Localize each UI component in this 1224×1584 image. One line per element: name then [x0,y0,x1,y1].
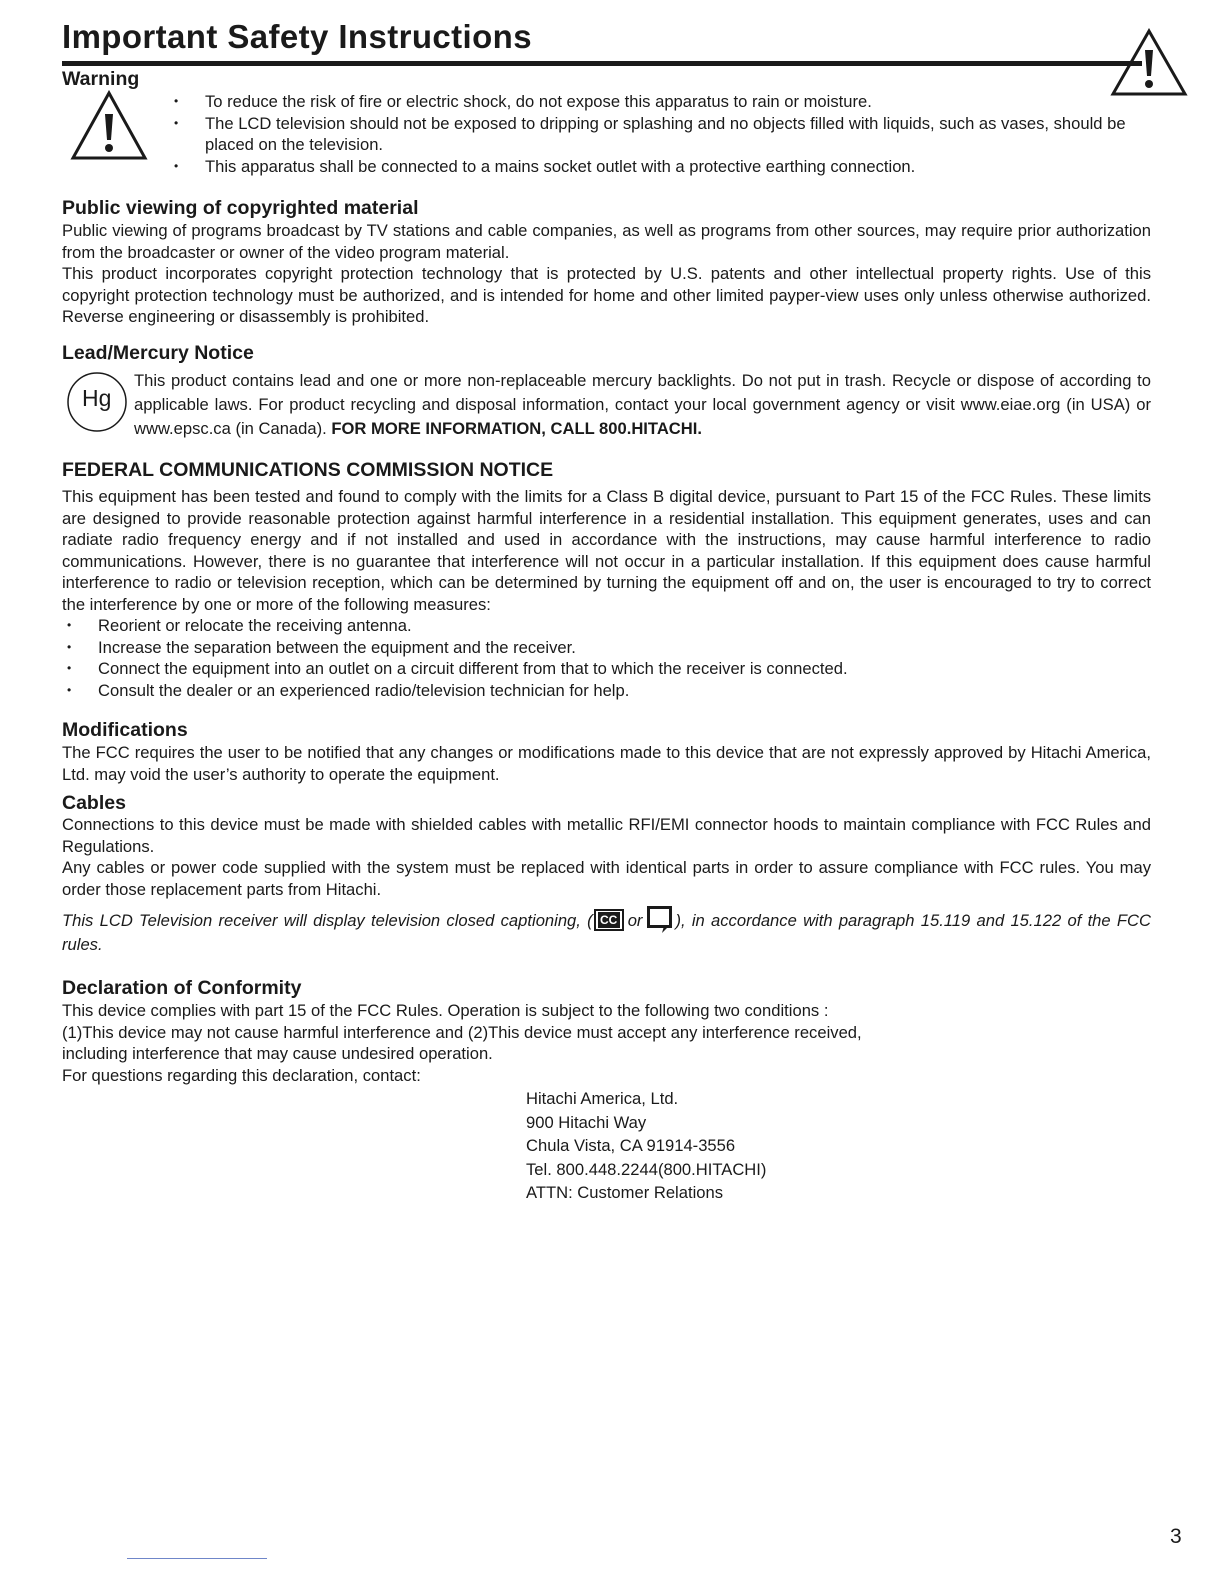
copyright-heading: Public viewing of copyrighted material [62,197,419,219]
paragraph: Public viewing of programs broadcast by TV stations and cable companies, as well as programs from other sources, may require prior authorization from the broadcaster or owner of the video program material. [62,221,1151,262]
mercury-heading: Lead/Mercury Notice [62,342,254,364]
closed-caption-note [62,906,1151,956]
warning-list [205,91,1151,177]
mercury-text [62,369,1151,441]
fcc-heading: FEDERAL COMMUNICATIONS COMMISSION NOTICE [62,459,554,481]
modifications-body: The FCC requires the user to be notified that any changes or modifications made to this device that are not expressly approved by Hitachi America, Ltd. may void the user’s authority to operate the equipment. [62,743,1151,784]
page-title: Important Safety Instructions [62,18,532,55]
fcc-body: This equipment has been tested and found to comply with the limits for a Class B digital device, pursuant to Part 15 of the FCC Rules. These limits are designed to provide reasonable protection against harmful interference in a residential installation. This equipment generates, uses and can radiate radio frequency energy and if not installed and used in accordance with the instructions, may cause harmful interference to radio communications. However, there is no guarantee that interference will not occur in a particular installation. If this equipment does cause harmful interference to radio or television reception, which can be determined by turning the equipment off and on, the user is encouraged to try to correct the interference by one or more of the following measures: [62,487,1151,614]
page-number: 3 [1170,1525,1182,1548]
cc-icon-label: CC [598,912,620,928]
warning-heading: Warning [62,68,140,90]
cc-text-after: ), in accordance with paragraph 15.119 and 15.122 of the FCC rules. [62,911,1151,954]
conformity-body [62,1000,1151,1086]
cc-icon [594,909,624,931]
address-line: 900 Hitachi Way [526,1112,647,1132]
list-item: • This apparatus shall be connected to a mains socket outlet with a protective earthing connection. [205,156,1151,178]
footer-rule [127,1558,267,1559]
address-line: Tel. 800.448.2244(800.HITACHI) [526,1159,767,1179]
paragraph: (1)This device may not cause harmful interference and (2)This device must accept any interference received, [62,1022,862,1042]
warning-triangle-icon [1110,28,1188,98]
hg-symbol: Hg [82,385,112,411]
address-line: Hitachi America, Ltd. [526,1089,679,1108]
paragraph: For questions regarding this declaration, contact: [62,1065,421,1085]
address-line: Chula Vista, CA 91914-3556 [526,1136,736,1156]
list-item: • Consult the dealer or an experienced radio/television technician for help. [98,680,1148,702]
list-item: • Increase the separation between the equipment and the receiver. [98,637,1148,659]
list-item: • Reorient or relocate the receiving antenna. [98,615,1148,637]
mercury-notice [62,369,1151,441]
paragraph: Connections to this device must be made with shielded cables with metallic RFI/EMI connector hoods to maintain compliance with FCC Rules and Regulations. [62,815,1151,856]
hg-badge [62,369,134,433]
cables-heading: Cables [62,792,126,814]
contact-address [526,1087,766,1205]
warning-triangle-icon [70,90,148,162]
address-line: ATTN: Customer Relations [526,1183,724,1203]
list-item: • The LCD television should not be exposed to dripping or splashing and no objects filled with liquids, such as vases, should be placed on the television. [205,113,1151,156]
paragraph: This device complies with part 15 of the FCC Rules. Operation is subject to the following two conditions : [62,1001,829,1020]
fcc-measures-list [98,615,1148,701]
conformity-heading: Declaration of Conformity [62,977,302,999]
caption-bubble-icon [647,906,673,934]
mercury-callout: FOR MORE INFORMATION, CALL 800.HITACHI. [331,419,702,438]
modifications-heading: Modifications [62,719,188,741]
cc-text-before: This LCD Television receiver will display television closed captioning, ( [62,911,593,930]
list-item: • To reduce the risk of fire or electric shock, do not expose this apparatus to rain or moisture. [205,91,1151,113]
cc-text-or: or [627,911,643,930]
mercury-text-body: This product contains lead and one or more non-replaceable mercury backlights. Do not put in trash. Recycle or dispose of according to applicable laws. For product recycling and disposal information, contact your local government agency or visit www.eiae.org (in USA) or www.epsc.ca (in Canada). [134,371,1151,438]
paragraph: This product incorporates copyright protection technology that is protected by U.S. patents and other intellectual property rights. Use of this copyright protection technology must be authorized, and is intended for home and other limited payper-view uses only unless otherwise authorized. Reverse engineering or disassembly is prohibited. [62,264,1151,326]
cables-body [62,814,1151,900]
title-rule [62,61,1142,66]
paragraph: including interference that may cause undesired operation. [62,1044,493,1063]
paragraph: Any cables or power code supplied with the system must be replaced with identical parts in order to assure compliance with FCC rules. You may order those replacement parts from Hitachi. [62,858,1151,899]
copyright-body [62,220,1151,328]
list-item: • Connect the equipment into an outlet on a circuit different from that to which the receiver is connected. [98,658,1148,680]
